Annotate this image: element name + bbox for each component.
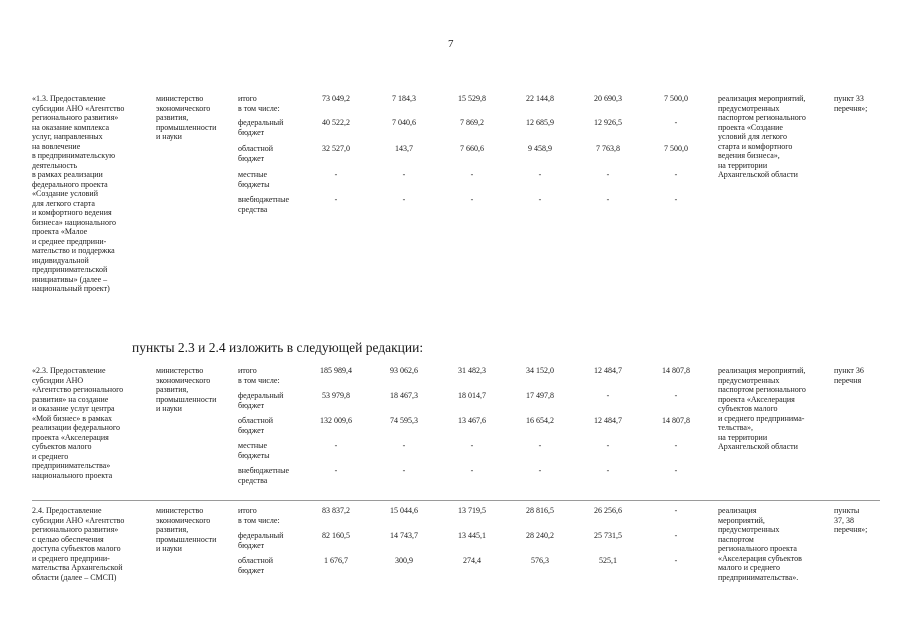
value-cell: 15 529,8: [458, 94, 486, 103]
value-cell: 82 160,5: [322, 531, 350, 540]
value-cell: 34 152,0: [526, 366, 554, 375]
value-cell: 525,1: [599, 556, 617, 565]
value-cell: -: [538, 195, 542, 204]
source-label: местные бюджеты: [238, 170, 270, 189]
expected-result: реализация мероприятий, предусмотренных паспортом регионального проекта «Акселерация субъектов малого и среднего предпринима- тельства», на территории Архангельской области: [718, 366, 806, 451]
value-cell: -: [538, 170, 542, 179]
value-cell: 28 816,5: [526, 506, 554, 515]
value-cell: 25 731,5: [594, 531, 622, 540]
value-cell: 13 467,6: [458, 416, 486, 425]
value-cell: -: [674, 531, 678, 540]
value-cell: 12 926,5: [594, 118, 622, 127]
value-cell: 40 522,2: [322, 118, 350, 127]
value-cell: -: [334, 441, 338, 450]
value-cell: 12 484,7: [594, 416, 622, 425]
value-cell: 53 979,8: [322, 391, 350, 400]
value-cell: 74 595,3: [390, 416, 418, 425]
value-cell: -: [606, 170, 610, 179]
value-cell: 13 719,5: [458, 506, 486, 515]
value-cell: 132 009,6: [320, 416, 352, 425]
value-cell: -: [470, 441, 474, 450]
source-label: федеральный бюджет: [238, 391, 284, 410]
value-cell: -: [402, 170, 406, 179]
value-cell: 7 660,6: [460, 144, 484, 153]
value-cell: 576,3: [531, 556, 549, 565]
value-cell: -: [470, 170, 474, 179]
value-cell: 274,4: [463, 556, 481, 565]
value-cell: 31 482,3: [458, 366, 486, 375]
amendment-heading: пункты 2.3 и 2.4 изложить в следующей редакции:: [132, 340, 424, 355]
expected-result: реализация мероприятий, предусмотренных паспортом регионального проекта «Акселерация субъектов малого и среднего предпринимательства».: [718, 506, 802, 582]
executor: министерство экономического развития, промышленности и науки: [156, 506, 217, 553]
measure-name: «2.3. Предоставление субсидии АНО «Агентство регионального развития» на создание и оказание услуг центра «Мой бизнес» в рамках реализации федерального проекта «Акселерация субъектов малого и среднего предпринимательства» национального проекта: [32, 366, 124, 480]
page-number: 7: [448, 38, 454, 50]
value-cell: -: [606, 441, 610, 450]
value-cell: 16 654,2: [526, 416, 554, 425]
value-cell: -: [334, 466, 338, 475]
value-cell: 83 837,2: [322, 506, 350, 515]
value-cell: 7 184,3: [392, 94, 416, 103]
value-cell: 143,7: [395, 144, 413, 153]
value-cell: -: [674, 556, 678, 565]
source-label: внебюджетные средства: [238, 466, 289, 485]
value-cell: 73 049,2: [322, 94, 350, 103]
value-cell: 18 467,3: [390, 391, 418, 400]
value-cell: -: [402, 466, 406, 475]
value-cell: 7 500,0: [664, 144, 688, 153]
value-cell: -: [538, 466, 542, 475]
value-cell: -: [402, 195, 406, 204]
value-cell: 13 445,1: [458, 531, 486, 540]
value-cell: -: [674, 506, 678, 515]
value-cell: 1 676,7: [324, 556, 348, 565]
value-cell: 17 497,8: [526, 391, 554, 400]
value-cell: -: [334, 170, 338, 179]
source-label: итого в том числе:: [238, 94, 280, 113]
value-cell: -: [470, 466, 474, 475]
expected-result: реализация мероприятий, предусмотренных паспортом регионального проекта «Создание условий для легкого старта и комфортного ведения бизнеса», на территории Архангельской области: [718, 94, 806, 179]
value-cell: -: [674, 391, 678, 400]
source-label: областной бюджет: [238, 556, 274, 575]
executor: министерство экономического развития, промышленности и науки: [156, 94, 217, 141]
source-label: федеральный бюджет: [238, 118, 284, 137]
source-label: местные бюджеты: [238, 441, 270, 460]
value-cell: 14 743,7: [390, 531, 418, 540]
value-cell: 28 240,2: [526, 531, 554, 540]
executor: министерство экономического развития, промышленности и науки: [156, 366, 217, 413]
source-label: внебюджетные средства: [238, 195, 289, 214]
value-cell: -: [606, 391, 610, 400]
value-cell: 12 484,7: [594, 366, 622, 375]
source-label: итого в том числе:: [238, 366, 280, 385]
value-cell: -: [402, 441, 406, 450]
source-label: областной бюджет: [238, 144, 274, 163]
value-cell: 32 527,0: [322, 144, 350, 153]
list-item-ref: пункты 37, 38 перечня»;: [834, 506, 868, 534]
value-cell: 14 807,8: [662, 416, 690, 425]
value-cell: 300,9: [395, 556, 413, 565]
measure-name: «1.3. Предоставление субсидии АНО «Агентство регионального развития» на оказание комплекса услуг, направленных на вовлечение в предпринимательскую деятельность в рамках реализации федерального проекта «Создание условий для легкого старта и комфортного ведения бизнеса» национального проекта «Малое и среднее предприни- мательство и поддержка индивидуальной предпринимательской инициативы» (далее – национальный проект): [32, 94, 125, 293]
source-label: областной бюджет: [238, 416, 274, 435]
value-cell: -: [470, 195, 474, 204]
value-cell: 22 144,8: [526, 94, 554, 103]
list-item-ref: пункт 33 перечня»;: [834, 94, 868, 113]
value-cell: 14 807,8: [662, 366, 690, 375]
value-cell: 12 685,9: [526, 118, 554, 127]
value-cell: -: [538, 441, 542, 450]
row-divider: [32, 500, 880, 501]
value-cell: -: [606, 466, 610, 475]
value-cell: -: [606, 195, 610, 204]
value-cell: 7 040,6: [392, 118, 416, 127]
value-cell: -: [674, 118, 678, 127]
value-cell: 15 044,6: [390, 506, 418, 515]
value-cell: -: [674, 195, 678, 204]
value-cell: 7 869,2: [460, 118, 484, 127]
value-cell: -: [334, 195, 338, 204]
value-cell: 185 989,4: [320, 366, 352, 375]
source-label: федеральный бюджет: [238, 531, 284, 550]
value-cell: 7 763,8: [596, 144, 620, 153]
value-cell: 26 256,6: [594, 506, 622, 515]
value-cell: 20 690,3: [594, 94, 622, 103]
value-cell: 7 500,0: [664, 94, 688, 103]
list-item-ref: пункт 36 перечня: [834, 366, 864, 385]
measure-name: 2.4. Предоставление субсидии АНО «Агентство регионального развития» с целью обеспечения доступа субъектов малого и среднего предприни- мательства Архангельской области (далее – СМСП): [32, 506, 125, 582]
source-label: итого в том числе:: [238, 506, 280, 525]
value-cell: 9 458,9: [528, 144, 552, 153]
value-cell: -: [674, 466, 678, 475]
value-cell: -: [674, 441, 678, 450]
value-cell: 93 062,6: [390, 366, 418, 375]
value-cell: 18 014,7: [458, 391, 486, 400]
value-cell: -: [674, 170, 678, 179]
